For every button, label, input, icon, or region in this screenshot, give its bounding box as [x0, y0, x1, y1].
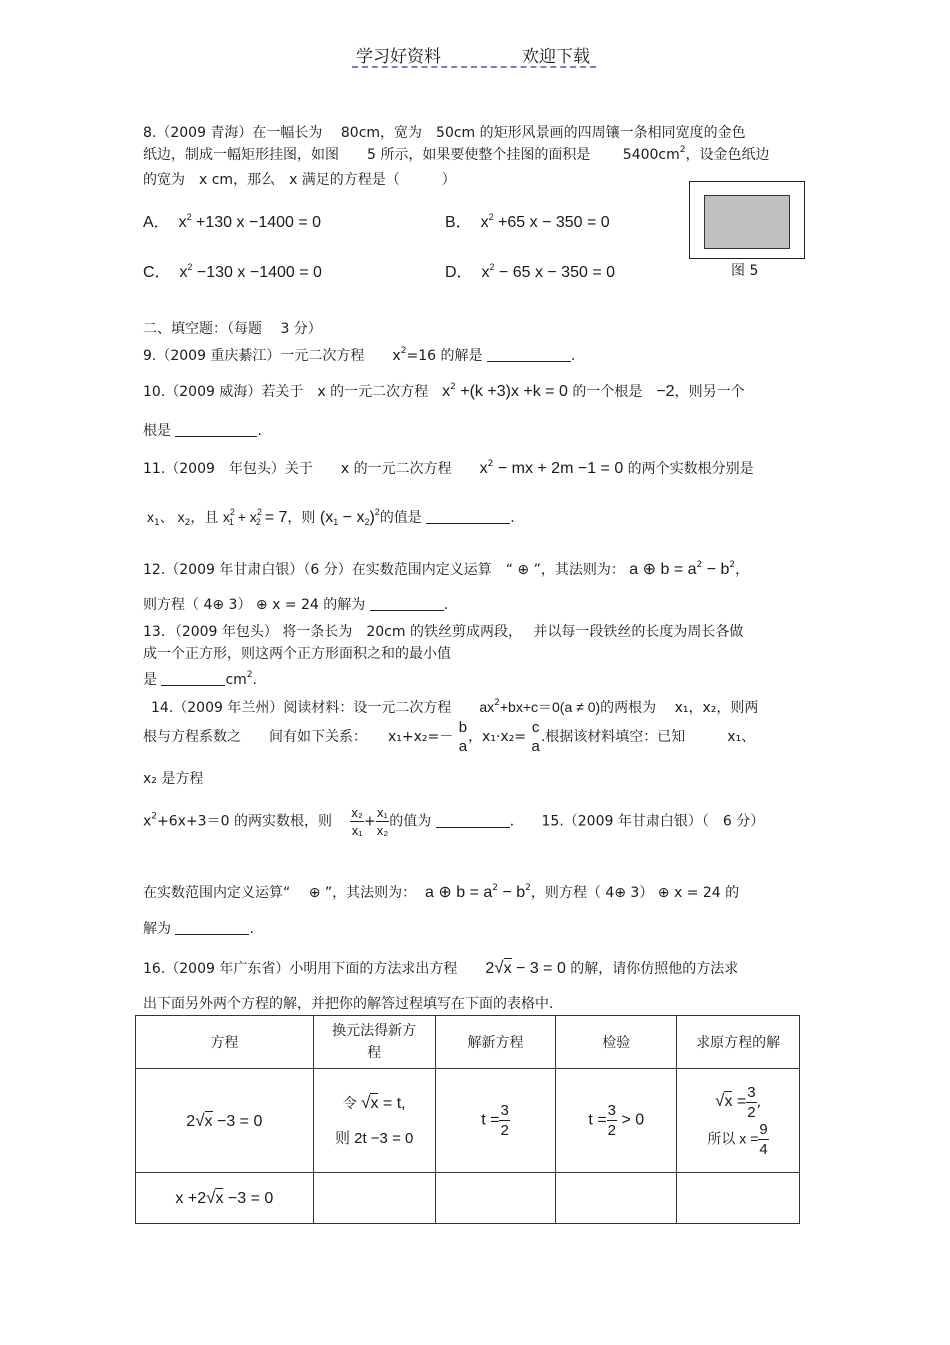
q8-option-d: D． $x^2 - 65$ x − 350 = 0: [445, 262, 616, 281]
q15-line2: 在实数范围内定义运算“ ⊕ ”，其法则为： a ⊕ $b = a^2 - b^2$，则方程（ 4⊕ 3） ⊕ x = 24 的: [143, 883, 740, 901]
sqrt-x: √x: [494, 958, 512, 977]
q9-answer-blank[interactable]: [487, 347, 571, 362]
q15-line3: 解为 .: [143, 921, 254, 937]
q15-answer-blank[interactable]: [175, 920, 249, 935]
cell-check: t = $\frac{3}{2}$ > 0: [556, 1069, 677, 1173]
cell-solve-empty[interactable]: [435, 1173, 556, 1224]
q14-line3: x₂ 是方程: [143, 771, 204, 787]
fraction-b-over-a: b a: [458, 719, 468, 755]
q14-line2: 根与方程系数之 间有如下关系： x₁+x₂=－ b a ，x₁·x₂= c a .根据该材料填空：已知 x₁、: [143, 719, 756, 755]
fraction-x1-over-x2: $\frac{\text{x₁}}{\text{x₂}}$: [376, 805, 389, 838]
question-11-line2: $x_1$、 $x_2$，且 $x^2_1 + x^2_2 = 7$，则 $(x_1 - x_2)^2$的值是 .: [147, 507, 515, 528]
th-original-solution: 求原方程的解: [677, 1016, 800, 1069]
question-12-line2: 则方程（ 4⊕ 3） ⊕ x = 24 的解为 .: [143, 597, 449, 613]
q11-answer-blank[interactable]: [426, 509, 510, 524]
table-row: [136, 1069, 800, 1173]
cell-equation: x +2√x −3 = 0: [136, 1173, 314, 1224]
q8-line1: 8.（2009 青海）在一幅长为 80cm，宽为 50cm 的矩形风景画的四周镶一条相同宽度的金色: [143, 125, 746, 141]
q14-answer-blank[interactable]: [436, 813, 510, 828]
th-substitution: 换元法得新方程: [313, 1016, 435, 1069]
q8-option-a: A． $x^2 +130$ x −1400 = 0: [143, 212, 322, 231]
th-solve-new: 解新方程: [435, 1016, 556, 1069]
cell-solution: √x = $\frac{3}{2}$ , 所以 x = $\frac{9}{4}$: [677, 1069, 800, 1173]
cell-solution-empty[interactable]: [677, 1173, 800, 1224]
question-10: 10.（2009 威海）若关于 x 的一元二次方程 $x^2 +(k +3)x +k = 0$ 的一个根是 −2，则另一个: [143, 382, 745, 400]
th-check: 检验: [556, 1016, 677, 1069]
page-header: [352, 42, 596, 68]
q13-line2: 成一个正方形，则这两个正方形面积之和的最小值: [143, 646, 451, 662]
figure-5-caption: 图 5: [731, 263, 759, 279]
cell-substitution: 令 √x = t, 则 2t −3 = 0: [313, 1069, 435, 1173]
figure-5-frame: [689, 181, 805, 259]
q14-line1: 14.（2009 年兰州）阅读材料：设一元二次方程 $ax^2+bx+c=0(a \ne 0)$的两根为 x₁，x₂，则两: [151, 698, 759, 716]
fraction-c-over-a: c a: [531, 719, 540, 755]
solution-table: [135, 1015, 800, 1224]
fraction-x2-over-x1: $\frac{\text{x₂}}{\text{x₁}}$: [351, 805, 363, 838]
cell-substitution-empty[interactable]: [313, 1173, 435, 1224]
q8-option-b: B． $x^2 +65$ x − 350 = 0: [445, 212, 610, 231]
q16-line2: 出下面另外两个方程的解，并把你的解答过程填写在下面的表格中.: [143, 996, 554, 1012]
q16-line1: 16.（2009 年广东省）小明用下面的方法求出方程 2√x − 3 = 0 的解，请你仿照他的方法求: [143, 958, 739, 977]
figure-5-picture: [704, 195, 790, 249]
cell-check-empty[interactable]: [556, 1173, 677, 1224]
question-10-line2: 根是 .: [143, 423, 262, 439]
q8-line3: 的宽为 x cm，那么 x 满足的方程是（ ）: [143, 172, 456, 188]
q13-line1: 13．（2009 年包头） 将一条长为 20cm 的铁丝剪成两段， 并以每一段铁丝的长度为周长各做: [143, 624, 744, 640]
q13-answer-blank[interactable]: [161, 671, 225, 686]
cell-equation: 2√x −3 = 0: [136, 1069, 314, 1173]
table-header-row: [136, 1016, 800, 1069]
section-2-title: 二、填空题：（每题 3 分）: [143, 321, 322, 337]
question-9: 9.（2009 重庆綦江）一元二次方程 $x^2=16$ 的解是 .: [143, 346, 576, 364]
q13-line3: 是 $cm^2$.: [143, 670, 257, 688]
q8-option-c: C． $x^2 -130$ x −1400 = 0: [143, 262, 322, 281]
q8-line2: 纸边，制成一幅矩形挂图，如图 5 所示，如果要使整个挂图的面积是 $5400cm^2$，设金色纸边: [143, 145, 770, 163]
cell-solve: t = $\frac{3}{2}$: [435, 1069, 556, 1173]
question-11: 11.（2009 年包头）关于 x 的一元二次方程 $x^2$ − mx + 2m −1 = 0 的两个实数根分别是: [143, 459, 754, 477]
th-equation: 方程: [136, 1016, 314, 1069]
header-right-text: 欢迎下载: [522, 47, 590, 67]
q14-line4: $x^2+6x+3=0$ 的两实数根，则 $\frac{\text{x₂}}{\text{x₁}}$ + $\frac{\text{x₁}}{\text{x₂}}$ 的值为 ． 15.（2009 年甘肃白银）（ 6 分）: [143, 805, 765, 838]
table-row: [136, 1173, 800, 1224]
q10-answer-blank[interactable]: [175, 422, 257, 437]
header-left-text: 学习好资料: [356, 47, 441, 67]
q12-answer-blank[interactable]: [370, 596, 444, 611]
question-12: 12.（2009 年甘肃白银）（6 分）在实数范围内定义运算 “ ⊕ ”，其法则为： a ⊕ $b = a^2 - b^2$，: [143, 560, 750, 578]
q15-heading: 15.（2009 年甘肃白银）（ 6 分）: [541, 813, 765, 830]
